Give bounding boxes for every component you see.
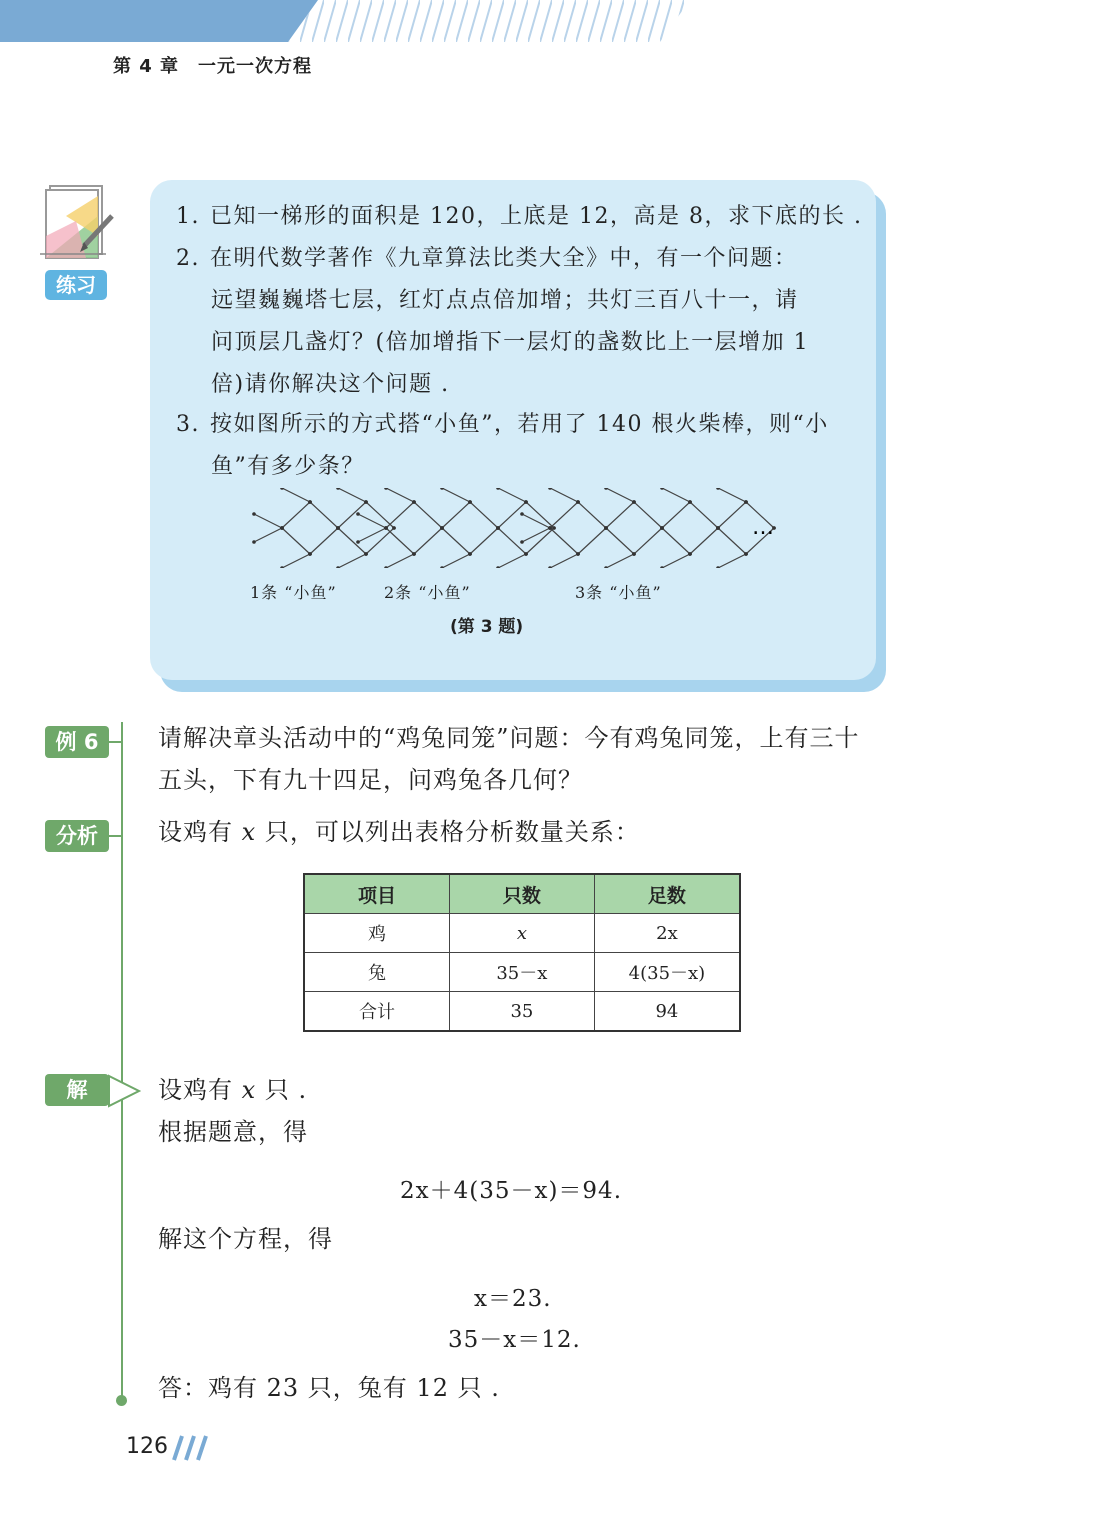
matchstick-head [524,500,528,504]
question-text: 按如图所示的方式搭“小鱼”，若用了 140 根火柴棒，则“小 [210,412,829,437]
matchstick-head [604,488,608,490]
matchstick [310,502,338,528]
matchstick-head [336,488,340,490]
matchstick-head [468,500,472,504]
matchstick-head [660,488,664,490]
matchstick-head [632,552,636,556]
matchstick-head [384,488,388,490]
matchstick-head [384,566,388,568]
equation: 35－x＝12. [448,1327,581,1353]
table-cell: 合计 [304,992,449,1032]
matchstick-head [336,526,340,530]
matchstick [338,502,366,528]
matchstick [254,528,282,542]
practice-badge: 练习 [45,270,107,300]
analysis-table [303,873,741,1032]
matchstick [470,502,498,528]
matchstick [606,528,634,554]
matchstick-head [392,526,396,530]
matchstick [498,488,526,502]
matchstick [578,528,606,554]
matchstick [718,528,746,554]
matchstick-head [716,566,720,568]
matchstick-head [280,488,284,490]
matchstick [470,528,498,554]
matchstick [442,554,470,568]
question-number: 3. [176,412,200,437]
matchstick-head [412,552,416,556]
matchstick-head [604,566,608,568]
matchstick [386,554,414,568]
matchstick-head [412,500,416,504]
matchstick-head [548,566,552,568]
matchstick [550,528,578,554]
matchstick [442,528,470,554]
matchstick [254,514,282,528]
matchstick [662,488,690,502]
table-row [304,914,740,953]
matchstick [690,528,718,554]
matchstick-head [468,552,472,556]
matchstick-head [688,500,692,504]
page-number: 126 [126,1434,168,1459]
matchstick-head [308,552,312,556]
matchstick [442,502,470,528]
question-text-line: 鱼”有多少条？ [211,454,365,479]
example-text-line: 五头，下有九十四足，问鸡兔各几何？ [158,766,583,794]
matchstick [282,528,310,554]
question-text-line: 倍)请你解决这个问题 . [211,372,450,397]
solution-line: 解这个方程，得 [158,1225,333,1253]
table-cell: 2x [594,914,740,953]
matchstick [338,528,366,554]
question-text-line: 问顶层几盏灯？(倍加增指下一层灯的盏数比上一层增加 1 [211,330,810,355]
matchstick-head [744,500,748,504]
matchstick-head [520,512,524,516]
question-text: 已知一梯形的面积是 120，上底是 12，高是 8，求下底的长 . [210,204,863,229]
matchstick [498,554,526,568]
matchstick [606,502,634,528]
matchstick-head [716,526,720,530]
matchstick [550,502,578,528]
matchstick [414,502,442,528]
header-band [0,0,1093,42]
matchstick [550,554,578,568]
matchstick [526,502,554,528]
chapter-title: 第 4 章 一元一次方程 [113,56,313,77]
question-text-line: 远望巍巍塔七层，红灯点点倍加增；共灯三百八十一，请 [211,288,799,313]
notebook-pencil-icon [36,176,118,268]
matchstick-head [364,500,368,504]
table-cell: 94 [594,992,740,1032]
text: 设鸡有 [158,818,242,846]
matchstick [386,528,414,554]
table-cell: 35－x [449,953,594,992]
equation: x＝23. [474,1286,552,1312]
matchstick [606,488,634,502]
rail-end-dot [116,1395,127,1406]
question-number: 1. [176,204,200,229]
matchstick-head [548,526,552,530]
matchstick [634,528,662,554]
matchstick [718,502,746,528]
matchstick-head [440,488,444,490]
page-slashes-icon [164,1434,208,1462]
matchstick-head [440,566,444,568]
matchstick-head [496,566,500,568]
question-text: 在明代数学著作《九章算法比类大全》中，有一个问题： [210,246,798,271]
ellipsis: … [752,515,774,540]
matchstick-head [336,566,340,568]
matchstick [338,488,366,502]
matchstick-head [496,526,500,530]
text: 设鸡有 [158,1076,242,1104]
matchstick-head [576,500,580,504]
matchstick [338,554,366,568]
table-cell: 鸡 [304,914,449,953]
matchstick-head [364,552,368,556]
matchstick-head [604,526,608,530]
matchstick-head [384,526,388,530]
fish-caption-1: 1条 “小鱼” [250,583,337,602]
matchstick-head [524,552,528,556]
matchstick-head [440,526,444,530]
question-number: 2. [176,246,200,271]
matchstick [718,554,746,568]
variable: x [241,1076,257,1104]
matchstick-head [252,540,256,544]
solution-line: 根据题意，得 [158,1118,308,1146]
figure-caption: (第 3 题) [450,617,524,637]
variable: x [241,818,257,846]
matchstick [690,502,718,528]
matchstick [606,554,634,568]
matchstick [310,528,338,554]
table-cell: 兔 [304,953,449,992]
matchstick-head [520,540,524,544]
table-row [304,992,740,1032]
table-cell: 35 [449,992,594,1032]
solution-line [158,1070,307,1110]
matchstick [282,554,310,568]
matchstick-head [552,526,556,530]
table-header: 只数 [449,874,594,914]
matchstick-head [744,552,748,556]
matchstick-head [660,566,664,568]
matchstick-head [308,500,312,504]
example-text-line: 请解决章头活动中的“鸡兔同笼”问题：今有鸡兔同笼，上有三十 [158,724,860,752]
solution-badge: 解 [45,1074,109,1106]
text: 只，可以列出表格分析数量关系： [256,818,640,846]
analysis-badge: 分析 [45,820,109,852]
matchstick-head [688,552,692,556]
matchstick [550,488,578,502]
table-header: 项目 [304,874,449,914]
answer-line: 答：鸡有 23 只，兔有 12 只 . [158,1374,500,1402]
side-rail [121,722,123,1398]
matchstick-head [548,488,552,490]
fish-caption-3: 3条 “小鱼” [575,583,662,602]
matchstick-head [356,512,360,516]
matchstick [282,502,310,528]
question-3 [176,404,829,446]
matchstick-head [280,526,284,530]
question-1 [176,196,862,238]
matchstick [634,502,662,528]
matchstick-head [280,566,284,568]
badge-connector [109,835,121,837]
matchstick-head [660,526,664,530]
table-cell: 4(35－x) [594,953,740,992]
table-header: 足数 [594,874,740,914]
matchstick [662,528,690,554]
matchstick [526,528,554,554]
fish-caption-2: 2条 “小鱼” [384,583,471,602]
matchstick [386,502,414,528]
matchstick [578,502,606,528]
table-header-row [304,874,740,914]
table-cell: x [449,914,594,953]
matchstick-head [716,488,720,490]
matchstick [442,488,470,502]
table-row [304,953,740,992]
badge-connector [109,741,121,743]
arrow-right-icon [107,1074,141,1108]
matchstick-head [496,488,500,490]
matchstick [282,488,310,502]
matchstick-head [632,500,636,504]
example-badge: 例 6 [45,726,109,758]
matchstick [662,502,690,528]
question-2 [176,238,798,280]
matchstick-head [356,540,360,544]
matchstick-fish-figure [240,488,800,568]
matchstick [718,488,746,502]
analysis-text [158,812,640,852]
matchstick [386,488,414,502]
matchstick-head [576,552,580,556]
equation: 2x＋4(35－x)＝94. [400,1178,622,1204]
matchstick-head [252,512,256,516]
matchstick [662,554,690,568]
text: 只 . [256,1076,308,1104]
matchstick [414,528,442,554]
